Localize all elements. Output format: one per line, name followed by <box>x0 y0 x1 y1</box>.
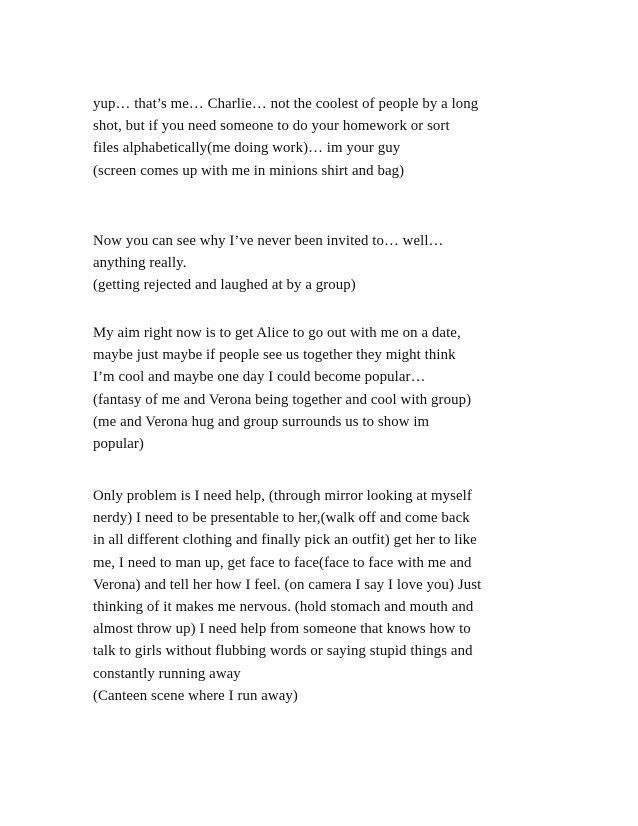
text-line: I’m cool and maybe one day I could become popular… <box>93 369 426 386</box>
text-line: (Canteen scene where I run away) <box>93 687 298 704</box>
text-line: My aim right now is to get Alice to go out with me on a date, <box>93 325 461 341</box>
text-line: (fantasy of me and Verona being together and cool with group) <box>93 391 472 408</box>
text-line: Now you can see why I’ve never been invited to… well… <box>93 233 444 249</box>
text-line: (screen comes up with me in minions shirt and bag) <box>93 162 405 179</box>
text-line: me, I need to man up, get face to face(face to face with me and <box>93 554 472 571</box>
text-line: Only problem is I need help, (through mirror looking at myself <box>93 488 472 504</box>
text-line: in all different clothing and finally pick an outfit) get her to like <box>93 532 477 549</box>
text-line: anything really. <box>93 255 187 272</box>
text-line: popular) <box>93 436 144 453</box>
text-line: maybe just maybe if people see us together they might think <box>93 347 456 364</box>
text-line: constantly running away <box>93 665 241 682</box>
text-line: talk to girls without flubbing words or saying stupid things and <box>93 643 473 660</box>
text-line: nerdy) I need to be presentable to her,(walk off and come back <box>93 510 470 527</box>
paragraph-aim <box>93 322 553 455</box>
text-line: almost throw up) I need help from someone that knows how to <box>93 621 471 638</box>
text-line: (getting rejected and laughed at by a group) <box>93 277 356 294</box>
paragraph-intro <box>93 93 553 182</box>
text-line: Verona) and tell her how I feel. (on camera I say I love you) Just <box>93 576 482 593</box>
paragraph-problem <box>93 485 553 707</box>
paragraph-never-invited <box>93 230 553 297</box>
text-line: yup… that’s me… Charlie… not the coolest of people by a long <box>93 96 479 112</box>
text-line: thinking of it makes me nervous. (hold stomach and mouth and <box>93 599 474 616</box>
text-line: shot, but if you need someone to do your homework or sort <box>93 118 450 135</box>
text-line: (me and Verona hug and group surrounds us to show im <box>93 413 430 430</box>
text-line: files alphabetically(me doing work)… im your guy <box>93 140 401 157</box>
